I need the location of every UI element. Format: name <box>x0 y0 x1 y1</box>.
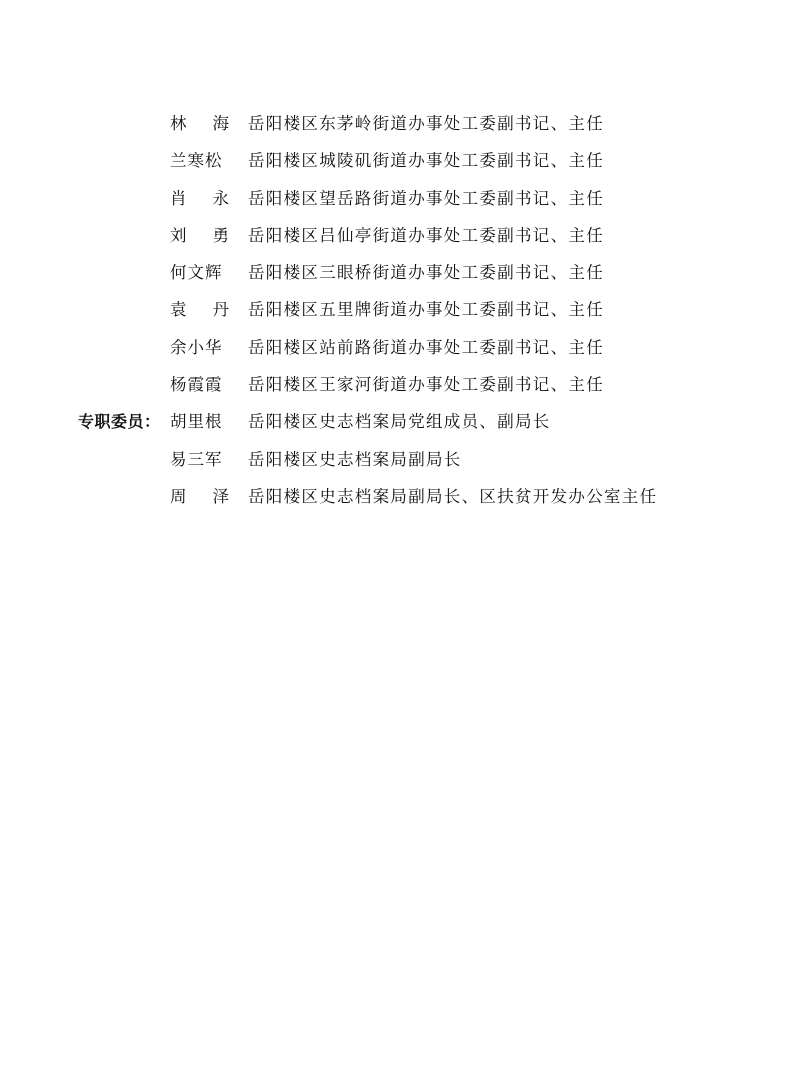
member-title: 岳阳楼区城陵矶街道办事处工委副书记、主任 <box>248 151 604 171</box>
member-title: 岳阳楼区站前路街道办事处工委副书记、主任 <box>248 337 604 357</box>
roster-row <box>0 222 793 259</box>
name-char: 余小华 <box>170 337 223 357</box>
member-name <box>170 408 230 436</box>
name-char: 杨霞霞 <box>170 375 223 395</box>
member-title: 岳阳楼区望岳路街道办事处工委副书记、主任 <box>248 188 604 208</box>
member-roster <box>0 110 793 520</box>
name-char: 肖 <box>170 188 188 208</box>
member-title: 岳阳楼区五里牌街道办事处工委副书记、主任 <box>248 300 604 320</box>
name-char: 永 <box>212 188 230 208</box>
name-char: 何文辉 <box>170 263 223 283</box>
name-char: 泽 <box>212 486 230 506</box>
roster-row <box>0 371 793 408</box>
member-title: 岳阳楼区吕仙亭街道办事处工委副书记、主任 <box>248 225 604 245</box>
member-name <box>170 222 230 250</box>
roster-row <box>0 185 793 222</box>
roster-row <box>0 446 793 483</box>
member-name <box>170 371 230 399</box>
member-title: 岳阳楼区史志档案局副局长 <box>248 449 462 469</box>
roster-row <box>0 259 793 296</box>
roster-row <box>0 334 793 371</box>
member-name <box>170 334 230 362</box>
member-name <box>170 185 230 213</box>
name-char: 兰寒松 <box>170 151 223 171</box>
member-title: 岳阳楼区东茅岭街道办事处工委副书记、主任 <box>248 114 604 133</box>
member-title: 岳阳楼区三眼桥街道办事处工委副书记、主任 <box>248 263 604 283</box>
roster-row <box>0 296 793 333</box>
member-name <box>170 446 230 474</box>
member-name <box>170 483 230 511</box>
member-title: 岳阳楼区王家河街道办事处工委副书记、主任 <box>248 375 604 395</box>
roster-row <box>0 110 793 147</box>
name-char: 胡里根 <box>170 412 223 432</box>
member-title: 岳阳楼区史志档案局副局长、区扶贫开发办公室主任 <box>248 486 658 506</box>
name-char: 袁 <box>170 300 188 320</box>
group-label: 专职委员： <box>78 412 161 432</box>
roster-row <box>0 408 793 445</box>
name-char: 易三军 <box>170 449 223 469</box>
name-char: 勇 <box>212 225 230 245</box>
member-title: 岳阳楼区史志档案局党组成员、副局长 <box>248 412 551 432</box>
member-name <box>170 147 230 175</box>
member-name <box>170 110 230 138</box>
member-name <box>170 259 230 287</box>
name-char: 海 <box>212 114 230 133</box>
roster-row <box>0 147 793 184</box>
name-char: 周 <box>170 486 188 506</box>
name-char: 刘 <box>170 225 188 245</box>
roster-row <box>0 483 793 520</box>
member-name <box>170 296 230 324</box>
name-char: 林 <box>170 114 188 133</box>
name-char: 丹 <box>212 300 230 320</box>
